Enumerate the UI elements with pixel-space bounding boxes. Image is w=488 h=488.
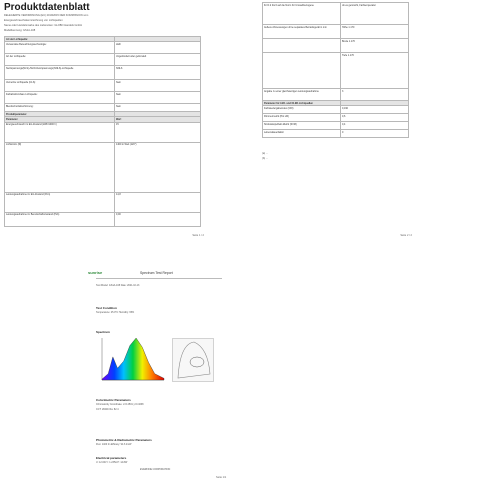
section-heading: Colorimetric Parameters (96, 398, 131, 402)
section-heading: Spectrum (96, 330, 110, 334)
info-line: Chromaticity Coordinate: x=0.4501 y=0.4068 (96, 403, 144, 406)
table-row (263, 114, 409, 122)
table-cell: 15 (115, 122, 201, 142)
table-row (5, 122, 201, 142)
table-cell: Außere Abmessungen ohne separates Betriebsgerät in mm (263, 25, 341, 39)
label-line: Energieverbrauchskennzeichnung von Lichtquellen (4, 19, 63, 22)
table-row (263, 130, 409, 138)
table-cell: Nein (115, 80, 201, 92)
page-number: Seite 1/1 (216, 476, 227, 479)
table-cell: Höhe 1.170 (341, 25, 409, 39)
table-row (5, 54, 201, 66)
brand-logo: sunrise (88, 270, 103, 275)
cie-frame (173, 339, 214, 382)
table-cell: NNLS (115, 66, 201, 80)
info-line: U: 12.00V I: 1.235A P: 14.8W (96, 461, 128, 464)
section-heading: Electrical parameters (96, 456, 127, 460)
spectrum-area (102, 338, 164, 380)
datasheet-page-2 (262, 2, 412, 240)
table-cell: 3 (341, 89, 409, 101)
table-cell: Flimmermetrik (Pst LM) (263, 114, 341, 122)
datasheet-page-1 (4, 2, 204, 240)
table-row (5, 92, 201, 104)
table-cell: 0,190 (341, 106, 409, 114)
table-row (263, 53, 409, 89)
table-cell: 0 (341, 130, 409, 138)
table-cell: Angabe zu einer gleichwertigen Leistungsaufnahme (263, 89, 341, 101)
page-number: Seite 2 / 2 (400, 234, 412, 237)
table-cell: für D.2 bis 6 auf die Norm für Umweltbezogene (263, 3, 341, 25)
table-row (5, 42, 201, 54)
table-cell: Nein (115, 104, 201, 112)
table-cell: Netzspannungs(NLS)-/Nicht-Netzspannungs(NNLS)-Lichtquelle (5, 66, 115, 80)
table-cell: 0,6 (341, 114, 409, 122)
table-row (263, 25, 409, 39)
table-cell: Ungebündelt oder gebündelt (115, 54, 201, 66)
table-cell: Stroboskopeffekt-Metrik (SVM) (263, 122, 341, 130)
table-cell: LED (115, 42, 201, 54)
table-row (5, 212, 201, 226)
page-number: Seite 1 / 2 (192, 234, 204, 237)
table-cell: Parameter für LED- und OLED-Lichtquellen (263, 101, 341, 106)
table-cell: 14,8 (115, 192, 201, 212)
section-heading: Test Condition (96, 306, 117, 310)
footnote: (b) ... (262, 157, 269, 160)
spectrum-report-page (88, 262, 230, 484)
table-cell: Produktparameter (5, 112, 115, 117)
table-cell: 1400 in Weit (120°) (115, 142, 201, 192)
table-cell (263, 39, 341, 53)
divider (96, 278, 222, 279)
table-cell: 0,4 (341, 122, 409, 130)
table-cell: Vernetzte Lichtquelle (CLS): (5, 80, 115, 92)
model-line: Modellkennung: GS1A-108 (4, 29, 36, 32)
table-cell: 0,00 (115, 212, 201, 226)
info-line: Temperature: 25.0°C Humidity: 65% (96, 311, 135, 314)
supplier-line: Name oder Handelsmarke des Lieferanten: GLOBO Handels GmbH (4, 24, 82, 27)
section-heading: Photometric & Radiometric Parameters (96, 438, 152, 442)
table-cell: Art der Lichtquelle: (5, 54, 115, 66)
table-cell: Lebensdauerfaktor (263, 130, 341, 138)
table-row (5, 66, 201, 80)
table-cell: Farbabstimmbare Lichtquelle: (5, 92, 115, 104)
company-footer: EVERFINE CORPORATION (140, 468, 171, 471)
table-cell: Lichtstrom (Φ) (5, 142, 115, 192)
info-line: Test Model: GS1A-108 Date: 2021-10-13 (96, 284, 140, 287)
table-row (5, 80, 201, 92)
table-cell: Farbwiedergabeindex (CRI) (263, 106, 341, 114)
table-row (263, 122, 409, 130)
table-row (263, 89, 409, 101)
table-cell: Energieverbrauch im Ein-Zustand (kWh/1000 h) (5, 122, 115, 142)
table-row (5, 192, 201, 212)
footnote: (a) ... (262, 152, 269, 155)
table-cell (263, 53, 341, 89)
cie-diagram (172, 338, 214, 382)
table-row (263, 3, 409, 25)
page-title: Produktdatenblatt (4, 2, 90, 13)
table-cell: Verwendete Beleuchtungstechnologie: (5, 42, 115, 54)
table-cell: Art der Lichtquelle: (5, 37, 115, 42)
product-table-continued (262, 2, 409, 138)
table-row (263, 39, 409, 53)
table-cell: Parameter (5, 117, 115, 122)
regulation-line: DELEGIERTE VERORDNUNG (EU) 2019/2015 DER KOMMISSION vom (4, 14, 89, 17)
info-line: CCT: 2844K Ra: 82.4 (96, 408, 119, 411)
table-cell: Leistungsaufnahme im Ein-Zustand (Pon) (5, 192, 115, 212)
product-table (4, 36, 201, 227)
report-title: Spectrum Test Report (140, 271, 173, 275)
table-cell: Leistungsaufnahme im Bereitschaftszustand (Psb) (5, 212, 115, 226)
info-line: Flux: 1400 lm Efficacy: 94.6 lm/W (96, 443, 132, 446)
table-cell: Nein (115, 92, 201, 104)
table-cell: Blendschutzabschirmung: (5, 104, 115, 112)
table-cell: Breite 1.170 (341, 39, 409, 53)
table-cell: Tiefe 1.170 (341, 53, 409, 89)
table-row (263, 106, 409, 114)
table-row (5, 142, 201, 192)
table-cell: ob es gemischt, Farbtemperatur (341, 3, 409, 25)
table-row (5, 104, 201, 112)
spectrum-chart (96, 336, 166, 386)
table-cell: Wert (115, 117, 201, 122)
